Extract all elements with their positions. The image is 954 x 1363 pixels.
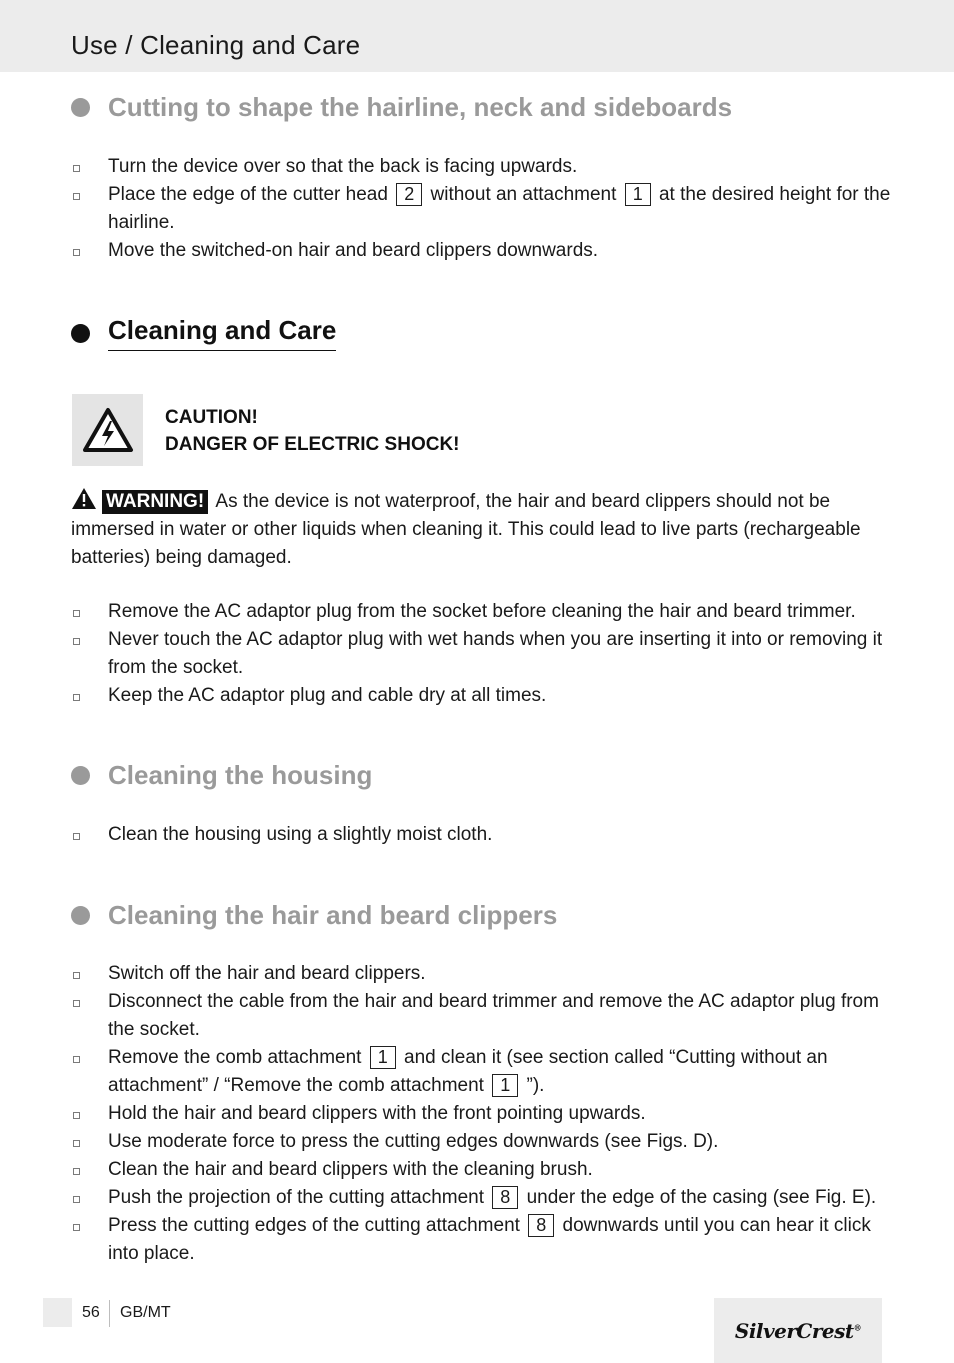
reference-number: 2: [396, 183, 422, 206]
warning-triangle-icon: [71, 487, 97, 510]
section-title: Cleaning and Care: [108, 315, 336, 351]
list-item: [71, 181, 891, 237]
warning-label: WARNING!: [102, 490, 208, 514]
list-item: [71, 1044, 891, 1100]
reference-number: 8: [528, 1214, 554, 1237]
brand-logo: [714, 1298, 882, 1363]
list-item: [71, 1212, 891, 1268]
page-title: Use / Cleaning and Care: [71, 30, 361, 60]
reference-number: 1: [492, 1074, 518, 1097]
square-bullet-icon: [73, 193, 80, 200]
region-label: GB/MT: [120, 1304, 171, 1321]
list-item-text: Never touch the AC adaptor plug with wet hands when you are inserting it into or removing it from the socket.: [108, 629, 883, 678]
list-item-text: Clean the hair and beard clippers with the cleaning brush.: [108, 1159, 593, 1180]
section-bullet-icon: [71, 906, 90, 925]
square-bullet-icon: [73, 165, 80, 172]
brand-name: SilverCrest®: [734, 1318, 862, 1343]
reference-number: 8: [492, 1186, 518, 1209]
square-bullet-icon: [73, 1168, 80, 1175]
warning-text: As the device is not waterproof, the hair and beard clippers should not be immersed in water or other liquids when cleaning it. This could lead to live parts (rechargeable batteries) being damaged.: [71, 491, 861, 568]
section-heading-clippers: [71, 900, 557, 931]
square-bullet-icon: [73, 1196, 80, 1203]
list-item-text: Place the edge of the cutter head: [108, 184, 388, 205]
list-item: [71, 626, 891, 682]
list-item-text: without an attachment: [430, 184, 617, 205]
list-item: [71, 237, 891, 265]
reference-number: 1: [625, 183, 651, 206]
list-item: [71, 960, 891, 988]
section-bullet-icon: [71, 766, 90, 785]
list-item-text: Turn the device over so that the back is facing upwards.: [108, 156, 578, 177]
square-bullet-icon: [73, 972, 80, 979]
list-item-text: Switch off the hair and beard clippers.: [108, 963, 426, 984]
list-item: [71, 682, 891, 710]
list-item: [71, 821, 891, 849]
list-item: [71, 1128, 891, 1156]
list-item-text: Disconnect the cable from the hair and beard trimmer and remove the AC adaptor plug from the socket.: [108, 991, 879, 1040]
list-item-text: Keep the AC adaptor plug and cable dry at all times.: [108, 685, 547, 706]
list-item: [71, 1156, 891, 1184]
section-bullet-icon: [71, 98, 90, 117]
square-bullet-icon: [73, 1224, 80, 1231]
list-item: [71, 988, 891, 1044]
square-bullet-icon: [73, 249, 80, 256]
list-item: [71, 598, 891, 626]
high-voltage-warning-icon: [82, 407, 134, 453]
list-item-text: Clean the housing using a slightly moist cloth.: [108, 824, 493, 845]
section-title: Cleaning the housing: [108, 760, 373, 790]
list-item-text: Use moderate force to press the cutting edges downwards (see Figs. D).: [108, 1131, 719, 1152]
section-heading-housing: [71, 760, 372, 791]
square-bullet-icon: [73, 833, 80, 840]
reference-number: 1: [370, 1046, 396, 1069]
square-bullet-icon: [73, 1112, 80, 1119]
footer-box: [43, 1298, 72, 1327]
list-item-text: downwards until you can hear it click into place.: [108, 1215, 871, 1264]
list-item-text: Hold the hair and beard clippers with the front pointing upwards.: [108, 1103, 646, 1124]
footer-divider: [109, 1300, 110, 1327]
list-item-text: and clean it (see section called “Cutting without an attachment” / “Remove the comb attachment: [108, 1047, 828, 1096]
section-bullet-icon: [71, 324, 90, 343]
list-item-text: Move the switched-on hair and beard clippers downwards.: [108, 240, 599, 261]
list-item-text: Push the projection of the cutting attachment: [108, 1187, 485, 1208]
list-item-text: Remove the AC adaptor plug from the socket before cleaning the hair and beard trimmer.: [108, 601, 856, 622]
page-number: 56: [82, 1304, 100, 1321]
list-care: [71, 598, 891, 710]
square-bullet-icon: [73, 610, 80, 617]
list-item-text: under the edge of the casing (see Fig. E).: [526, 1187, 877, 1208]
square-bullet-icon: [73, 1056, 80, 1063]
section-title: Cutting to shape the hairline, neck and sideboards: [108, 92, 733, 122]
list-housing: [71, 821, 891, 849]
square-bullet-icon: [73, 694, 80, 701]
section-title: Cleaning the hair and beard clippers: [108, 900, 558, 930]
list-clippers: [71, 960, 891, 1268]
caution-text: [165, 404, 460, 458]
section-heading-care: [71, 315, 336, 351]
caution-box: [72, 394, 143, 466]
caution-title: CAUTION!: [165, 407, 258, 428]
list-hairline: [71, 153, 891, 265]
caution-subtitle: DANGER OF ELECTRIC SHOCK!: [165, 434, 460, 455]
list-item-text: at the desired height for the hairline.: [108, 184, 891, 233]
section-heading-hairline: [71, 92, 732, 123]
warning-paragraph: [71, 487, 891, 572]
square-bullet-icon: [73, 1000, 80, 1007]
square-bullet-icon: [73, 638, 80, 645]
square-bullet-icon: [73, 1140, 80, 1147]
list-item: [71, 1100, 891, 1128]
list-item-text: Remove the comb attachment: [108, 1047, 362, 1068]
list-item: [71, 1184, 891, 1212]
list-item: [71, 153, 891, 181]
list-item-text: ”).: [526, 1075, 545, 1096]
list-item-text: Press the cutting edges of the cutting attachment: [108, 1215, 520, 1236]
